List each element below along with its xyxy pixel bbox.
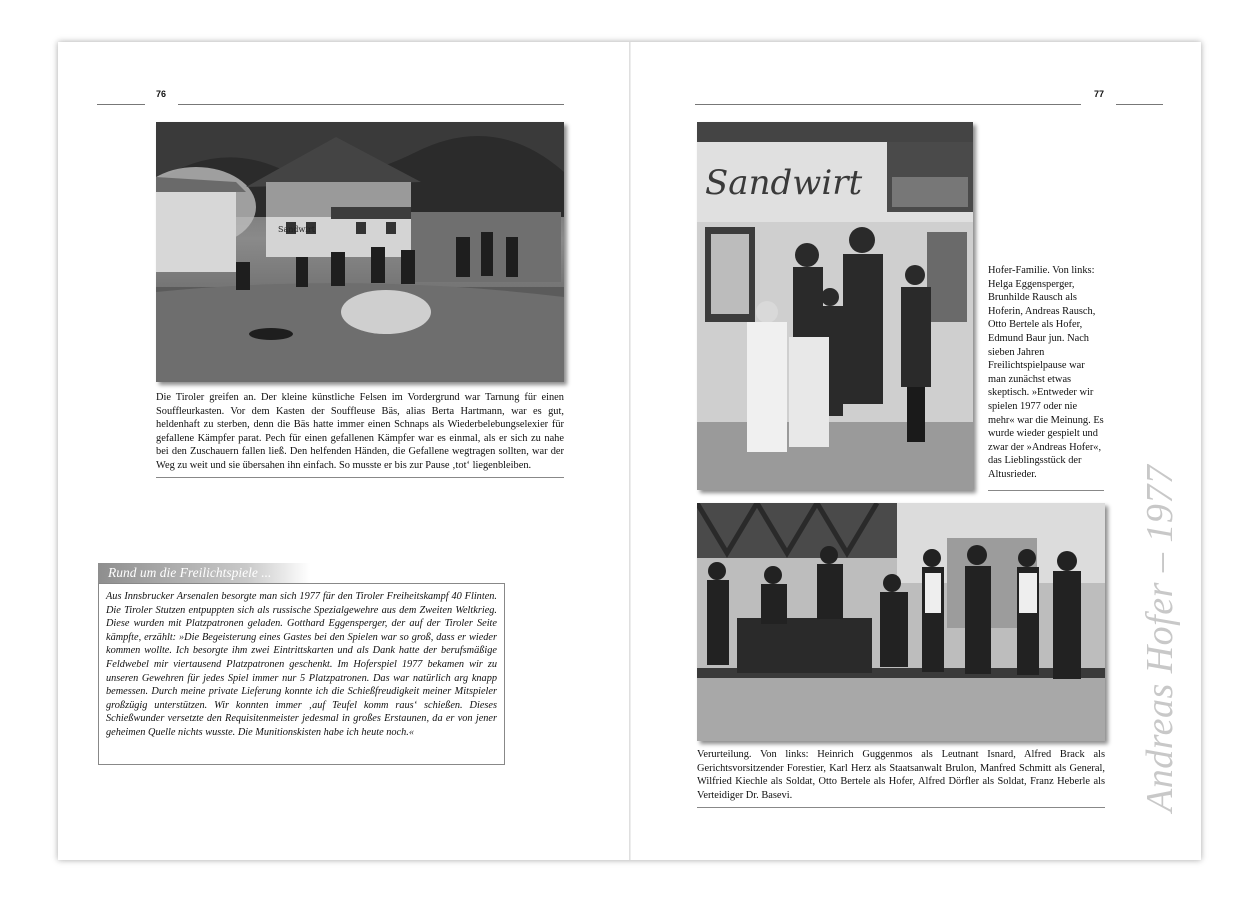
family-photo-caption: Hofer-Familie. Von links: Helga Eggensperger, Brunhilde Rausch als Hoferin, Andreas Rausch, Otto Bertele als Hofer, Edmund Baur jun. Nach sieben Jahren Freilichtspielpause war man zunächst etwas skeptisch. »Entweder wir spielen 1977 oder nie mehr« war die Meinung. Es wurde wieder gespielt und zwar der »Andreas Hofer«, das Lieblingsstück der Altusrieder.	[988, 265, 1104, 480]
battle-photo	[156, 122, 564, 382]
family-caption-rule	[988, 490, 1104, 491]
family-sign-text: Sandwirt	[705, 163, 863, 203]
header-rule-left-short	[97, 104, 145, 105]
right-page-number: 77	[1094, 89, 1105, 99]
header-rule-right-long	[695, 104, 1081, 105]
header-rule-left-long	[178, 104, 564, 105]
book-gutter	[629, 42, 631, 860]
sidebar-box-title: Rund um die Freilichtspiele ...	[98, 563, 310, 583]
battle-sign-text: Sandwirt	[278, 225, 315, 234]
chapter-vertical-title: Andreas Hofer – 1977	[1139, 464, 1181, 812]
battle-caption-rule	[156, 477, 564, 478]
family-photo	[697, 122, 973, 490]
left-page-number: 76	[156, 89, 167, 99]
court-caption-rule	[697, 807, 1105, 808]
sidebar-box-text: Aus Innsbrucker Arsenalen besorgte man sich 1977 für den Tiroler Freiheitskampf 40 Flinten. Die Tiroler Stutzen entpuppten sich als russische Spezialgewehre aus dem Zweiten Weltkrieg. Diese wurden mit Platzpatronen geladen. Gotthard Eggensperger, der auf der Tiroler Seite kämpfte, erzählt: »Die Begeisterung eines Gastes bei den Spielen war so groß, dass er wieder kommen wollte. Ich besorgte ihm zwei Eintrittskarten und als Dank hatte der berufsmäßige Feldwebel mir viertausend Platzpatronen geschenkt. Im Hoferspiel 1977 bekamen wir zu unseren Gewehren für jedes Spiel immer nur 5 Platzpatronen. Das war natürlich arg knapp bemessen. Durch meine private Lieferung konnte ich die Schießfreudigkeit meiner Mitspieler großzügig unterstützen. Wir konnten immer ‚auf Teufel komm raus‘ schießen. Dieses Schießwunder versetzte den Requisitenmeister jedesmal in großes Erstaunen, da er von jener geheimen Quelle nichts wusste. Die Munitionskisten habe ich heute noch.«	[98, 583, 505, 765]
header-rule-right-short	[1116, 104, 1163, 105]
court-photo	[697, 503, 1105, 741]
court-photo-caption: Verurteilung. Von links: Heinrich Guggenmos als Leutnant Isnard, Alfred Brack als Gerichtsvorsitzender Forestier, Karl Herz als Staatsanwalt Brulon, Manfred Schmitt als General, Wilfried Kiechle als Soldat, Otto Bertele als Hofer, Alfred Dörfler als Soldat, Franz Heberle als Verteidiger Dr. Basevi.	[697, 749, 1105, 801]
battle-photo-caption: Die Tiroler greifen an. Der kleine künstliche Felsen im Vordergrund war Tarnung für einen Souffleurkasten. Vor dem Kasten der Souffleuse Bäs, alias Berta Hartmann, war es gut, heldenhaft zu sterben, denn die Bäs hatte immer einen Schnaps als Wiederbelebungselexier für gefallene Kämpfer parat. Pech für einen gefallenen Kämpfer war es einmal, als er sich zu nahe bei den Zuschauern fallen ließ. Den helfenden Händen, die Gefallene wegtragen sollten, war der Weg zu weit und sie übersahen ihn einfach. So musste er bis zur Pause ‚tot‘ liegenbleiben.	[156, 392, 564, 471]
